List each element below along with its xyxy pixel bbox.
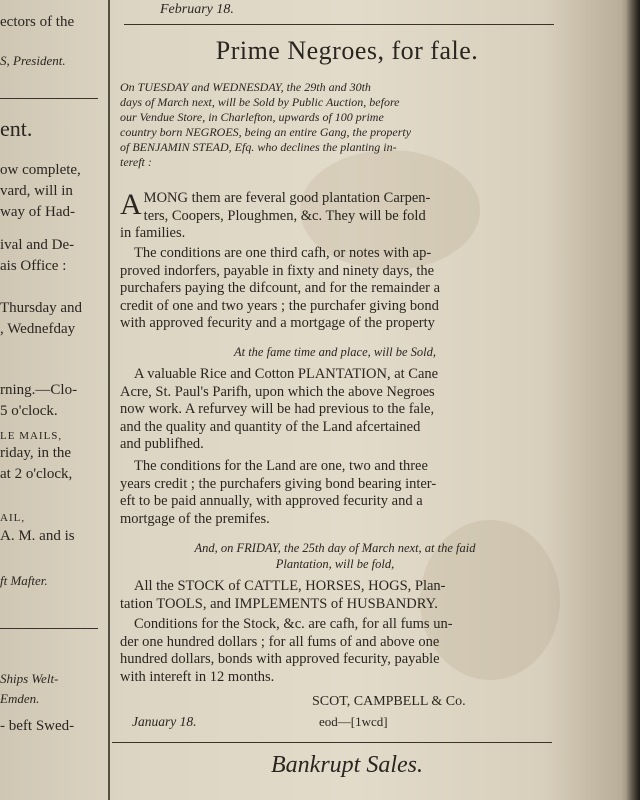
intro-line: country born NEGROES, being an entire Gang, the property [120, 125, 412, 139]
next-section-heading: Bankrupt Sales. [271, 752, 423, 778]
page-edge-shadow [626, 0, 640, 800]
text-line: Acre, St. Paul's Parifh, upon which the above Negroes [120, 383, 435, 400]
insertion-code: eod—[1wcd] [319, 714, 388, 729]
advertisement-title: Prime Negroes, for fale. [215, 36, 479, 65]
left-line: ectors of the [0, 14, 75, 30]
left-line: ow complete, [0, 162, 81, 178]
left-line: ais Office : [0, 258, 67, 274]
left-line: AIL, [0, 512, 26, 524]
left-line: way of Had- [0, 204, 75, 220]
text-line: eft to be paid annually, with approved fecurity and a [120, 493, 423, 509]
text-line: credit of one and two years ; the purchafer giving bond [120, 297, 439, 314]
friday-notice [120, 540, 550, 572]
text-line: A valuable Rice and Cotton PLANTATION, at Cane [134, 366, 439, 382]
text-line: proved indorfers, payable in fixty and ninety days, the [120, 262, 435, 279]
text-line: Plantation, will be fold, [275, 557, 395, 571]
text-line: der one hundred dollars ; for all fums of and above one [120, 633, 440, 650]
left-line: ft Mafter. [0, 573, 48, 588]
text-line: in families. [120, 225, 186, 241]
left-line: Emden. [0, 691, 40, 706]
left-line: at 2 o'clock, [0, 466, 73, 482]
left-line: - beft Swed- [0, 718, 75, 734]
intro-line: our Vendue Store, in Charlefton, upwards of 100 prime [120, 110, 384, 124]
text-line: and the quality and quantity of the Land afcertained [120, 418, 421, 435]
paragraph-among [120, 190, 550, 243]
signature-firm: SCOT, CAMPBELL & Co. [312, 694, 466, 709]
left-line: rning.—Clo- [0, 382, 78, 398]
paragraph-plantation [120, 366, 550, 454]
text-line: The conditions are one third cafh, or notes with ap- [134, 245, 432, 261]
top-rule [124, 24, 554, 25]
text-line: hundred dollars, bonds with approved fecurity, payable [120, 651, 440, 667]
paragraph-conditions-negroes [120, 245, 550, 333]
intro-line: tereft : [120, 155, 152, 169]
left-line: , Wednefday [0, 321, 76, 337]
left-line: LE MAILS, [0, 430, 63, 442]
text-line: with intereft in 12 months. [120, 668, 275, 685]
intro-line: of BENJAMIN STEAD, Efq. who declines the planting in- [120, 140, 397, 154]
text-line: All the STOCK of CATTLE, HORSES, HOGS, Plan- [134, 578, 446, 594]
text-line: The conditions for the Land are one, two and three [134, 458, 428, 474]
text-line: purchafers paying the difcount, and for the remainder a [120, 280, 441, 296]
left-line: S, President. [0, 53, 66, 68]
intro-paragraph [120, 80, 550, 170]
paragraph-conditions-stock [120, 616, 550, 686]
left-line: vard, will in [0, 183, 73, 199]
text-line: and publifhed. [120, 436, 204, 452]
main-column [112, 0, 582, 800]
text-line: And, on FRIDAY, the 25th day of March next, at the faid [194, 541, 476, 555]
section-rule [112, 742, 552, 743]
text-line: with approved fecurity and a mortgage of the property [120, 315, 435, 331]
column-rule [108, 0, 110, 800]
intro-line: days of March next, will be Sold by Public Auction, before [120, 95, 400, 109]
left-line: Thursday and [0, 300, 83, 316]
left-divider [0, 628, 98, 629]
text-line: mortgage of the premifes. [120, 510, 270, 527]
signature-date: January 18. [132, 714, 197, 729]
same-time-notice: At the fame time and place, will be Sold, [233, 345, 437, 359]
left-column [0, 0, 104, 800]
text-line: Conditions for the Stock, &c. are cafh, for all fums un- [134, 616, 453, 632]
left-heading: ent. [0, 116, 33, 141]
paragraph-conditions-land [120, 458, 550, 528]
text-line: ters, Coopers, Ploughmen, &c. They will be fold [143, 207, 426, 224]
left-line: riday, in the [0, 445, 72, 461]
left-line: Ships Welt- [0, 671, 59, 686]
text-line: MONG them are feveral good plantation Carpen- [143, 190, 431, 206]
left-line: A. M. and is [0, 528, 75, 544]
paragraph-stock [120, 578, 550, 613]
text-line: now work. A refurvey will be had previous to the fale, [120, 401, 435, 417]
intro-line: On TUESDAY and WEDNESDAY, the 29th and 30th [120, 80, 371, 94]
dateline: February 18. [160, 2, 234, 17]
text-line: years credit ; the purchafers giving bond bearing inter- [120, 475, 437, 492]
left-divider [0, 98, 98, 99]
left-line: 5 o'clock. [0, 403, 58, 419]
text-line: tation TOOLS, and IMPLEMENTS of HUSBANDRY. [120, 595, 438, 612]
drop-cap: A [120, 188, 142, 221]
left-line: ival and De- [0, 237, 75, 253]
